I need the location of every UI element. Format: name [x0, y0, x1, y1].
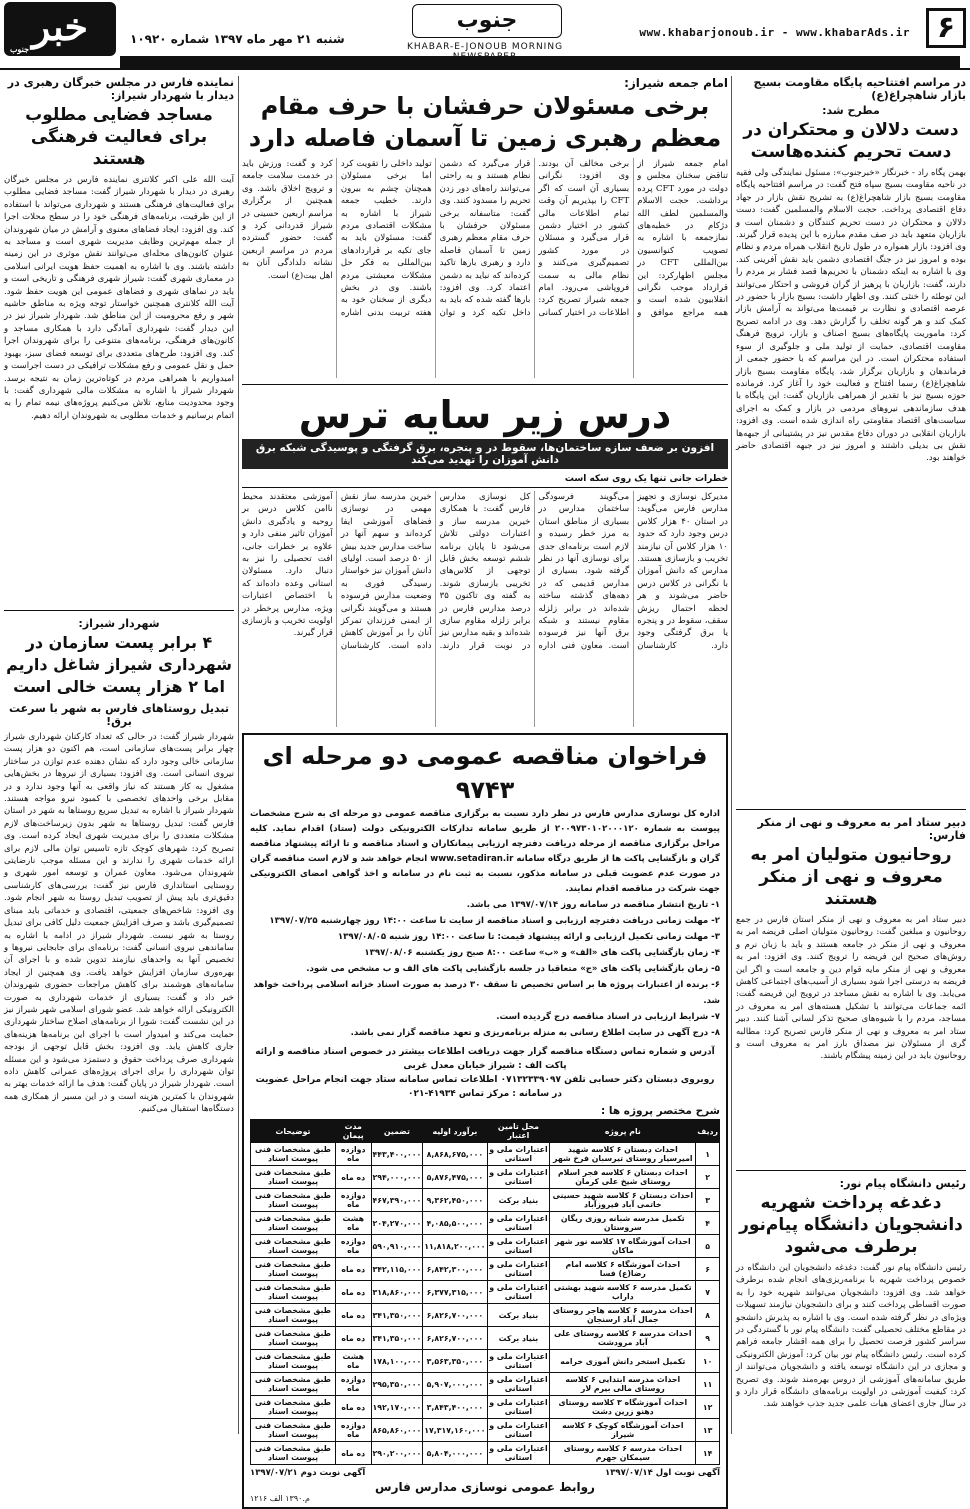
tender-footer — [250, 1468, 720, 1478]
table-cell: تکمیل مدرسه ۶ کلاسه شهید بهشتی داراب — [550, 1281, 696, 1304]
article-headline: ۴ برابر پست سازمان در شهرداری شیراز شاغل داریم اما ۲ هزار پست خالی است — [6, 633, 232, 696]
projects-table — [250, 1119, 720, 1465]
table-cell: طبق مشخصات فنی پیوست اسناد — [251, 1327, 336, 1350]
article-headline: دست دلالان و محتکران در دست تحریم کننده‌هاست — [743, 120, 959, 162]
table-cell: هشت ماه — [335, 1212, 371, 1235]
table-cell: ۶,۳۷۷,۳۱۵,۰۰۰ — [423, 1281, 487, 1304]
table-row — [251, 1143, 720, 1166]
table-cell: احداث آموزشگاه ۱۷ کلاسه نور شهر ماکان — [550, 1235, 696, 1258]
table-cell: بنیاد برکت — [487, 1327, 550, 1350]
article-body: آیت الله علی اکبر کلانتری نماینده فارس در مجلس خبرگان رهبری در دیدار با شهردار شیراز گفت: مساجد فضایی مطلوب برای فعالیت‌های فرهنگی هستند و شهرداری می‌تواند با استفاده از این ظرفیت، برنامه‌های فرهنگی خود را در سطح محلات اجرا کند. وی افزود: ایجاد فضاهای معنوی و آرامش در میان شهروندان از جمله مهم‌ترین وظایف مدیریت شهری است و مساجد به عنوان کانون‌های محله‌ای می‌توانند نقش موثری در این زمینه داشته باشند. وی با اشاره به اهمیت حفظ هویت ایرانی اسلامی در معماری شهری گفت: شیراز شهری فرهنگی و تاریخی است و باید در نماهای شهری و فضاهای عمومی این هویت حفظ شود. آیت الله کلانتری همچنین خواستار توجه ویژه به مناطق حاشیه شهر و رفع محرومیت از این مناطق شد. شهردار شیراز نیز در این دیدار گفت: شهرداری آمادگی دارد با همکاری مساجد و کانون‌های فرهنگی، برنامه‌های متنوعی را برای شهروندان اجرا کند. وی افزود: طرح‌های متعددی برای توسعه فضای سبز، بهبود حمل و نقل عمومی و رفع مشکلات ترافیکی در دست اجراست و امیدواریم با همراهی مردم در کوتاه‌ترین زمان به نتیجه برسد. شهردار شیراز با اشاره به مشکلات مالی شهرداری گفت: با وجود محدودیت منابع، تلاش می‌کنیم پروژه‌های نیمه تمام را به اتمام برسانیم و خدمات مطلوبی به شهروندان ارائه دهیم. — [4, 175, 234, 421]
table-cell: دوازده ماه — [335, 1235, 371, 1258]
table-cell: ۴۴۳,۴۰۰,۰۰۰ — [371, 1143, 423, 1166]
table-cell: ۸ — [696, 1304, 720, 1327]
right-column — [736, 76, 966, 1434]
table-cell: ۱۱ — [696, 1373, 720, 1396]
table-cell: طبق مشخصات فنی پیوست اسناد — [251, 1143, 336, 1166]
contact-line: روبروی دبستان دکتر حسابی تلفن ۰۷۱۳۲۳۳۹۰۹۷ اطلاعات تماس سامانه ستاد جهت انجام مراحل عضویت در سامانه : مرکز تماس ۴۱۹۳۴-۰۲۱ — [255, 1075, 715, 1099]
feature-body: مدیرکل نوسازی و تجهیز مدارس فارس می‌گوید: در استان ۴۰ هزار کلاس درس وجود دارد که حدود ۱۰ هزار کلاس آن نیازمند تخریب و بازسازی هستند. مدارس که دانش آموزان با نگرانی در کلاس درس حاضر می‌شوند و هر لحظه احتمال ریزش سقف، سقوط در و پنجره یا برق گرفتگی وجود دارد. کارشناسان می‌گویند فرسودگی ساختمان مدارس در بسیاری از مناطق استان به مرز خطر رسیده و لازم است برنامه‌ای جدی برای نوسازی آنها در نظر گرفته شود. بسیاری از مدارس قدیمی که در دهه‌های گذشته ساخته شده‌اند در برابر زلزله مقاوم نیستند و شبکه برق آنها نیز فرسوده است. معاون فنی اداره کل نوسازی مدارس فارس گفت: با همکاری خیرین مدرسه ساز و اعتبارات دولتی تلاش می‌شود تا پایان برنامه ششم توسعه بخش قابل توجهی از کلاس‌های تخریبی بازسازی شوند. به گفته وی تاکنون ۳۵ درصد مدارس فارس در برابر زلزله مقاوم سازی شده‌اند و بقیه مدارس نیز در نوبت قرار دارند. خیرین مدرسه ساز نقش مهمی در نوسازی فضاهای آموزشی ایفا کرده‌اند و سهم آنها در ساخت مدارس جدید بیش از ۵۰ درصد است. اولیای دانش آموزان نیز خواستار رسیدگی فوری به وضعیت مدارس فرسوده هستند و می‌گویند نگرانی از ایمنی فرزندان تمرکز آنان را بر آموزش کاهش داده است. کارشناسان آموزشی معتقدند محیط ناامن کلاس درس بر روحیه و یادگیری دانش آموزان تاثیر منفی دارد و علاوه بر خطرات جانی، افت تحصیلی را نیز به دنبال دارد. مسئولان استانی وعده داده‌اند که با اختصاص اعتبارات ویژه، مدارس پرخطر در اولویت تخریب و بازسازی قرار گیرند. — [242, 492, 728, 651]
table-cell: طبق مشخصات فنی پیوست اسناد — [251, 1442, 336, 1465]
table-row — [251, 1442, 720, 1465]
table-cell: ۹,۳۶۲,۴۵۰,۰۰۰ — [423, 1189, 487, 1212]
table-cell: ۳,۵۶۳,۳۵۰,۰۰۰ — [423, 1350, 487, 1373]
tender-contact — [250, 1045, 720, 1101]
website-urls[interactable]: www.khabarjonoub.ir - www.khabarAds.ir — [639, 26, 910, 39]
article-headline: دغدغه پرداخت شهریه دانشجویان دانشگاه پیام‌نور برطرف می‌شود — [739, 1193, 963, 1257]
table-cell: ۴,۰۸۵,۵۰۰,۰۰۰ — [423, 1212, 487, 1235]
table-cell: ۵,۸۷۶,۴۷۵,۰۰۰ — [423, 1166, 487, 1189]
table-cell: ۳,۸۴۳,۴۰۰,۰۰۰ — [423, 1396, 487, 1419]
table-cell: احداث مدرسه ۶ کلاسه هاجر روستای جمال آباد ارسنجان — [550, 1304, 696, 1327]
article-body: شهردار شیراز گفت: در حالی که تعداد کارکنان شهرداری شیراز چهار برابر پست‌های سازمانی است، هم اکنون دو هزار پست سازمانی خالی وجود دارد که نشان دهنده عدم توازن در ساختار نیروی انسانی است. وی افزود: بسیاری از نیروها در بخش‌هایی مشغول به کار هستند که نیاز واقعی به آنها وجود ندارد و در مقابل برخی واحدهای تخصصی با کمبود نیرو مواجه هستند. شهردار شیراز با اشاره به تبدیل سریع روستاها به شهر در استان فارس گفت: تبدیل روستاها به شهر بدون زیرساخت‌های لازم مشکلات متعددی را برای مدیریت شهری ایجاد کرده است. وی تصریح کرد: شهرهای کوچک تازه تاسیس توان مالی لازم برای ارائه خدمات شهری را ندارند و این مسئله موجب نارضایتی شهروندان می‌شود. معاون عمران و توسعه امور شهری و روستایی استانداری فارس نیز گفت: بررسی‌های کارشناسی دقیق‌تری باید پیش از تصویب تبدیل روستا به شهر انجام شود. وی افزود: شاخص‌های جمعیتی، اقتصادی و خدماتی باید مبنای تصمیم‌گیری باشد و صرف افزایش جمعیت دلیل کافی برای تبدیل روستا به شهر نیست. شهردار شیراز در ادامه با اشاره به ساماندهی نیروی انسانی گفت: برنامه‌ای برای جابجایی نیروها و تخصیص آنها به واحدهای نیازمند تدوین شده و با اجرای آن بهره‌وری سازمان افزایش خواهد یافت. وی همچنین از ایجاد سامانه‌های هوشمند برای کاهش مراجعات حضوری شهروندان خبر داد و گفت: بسیاری از خدمات شهرداری به صورت الکترونیکی ارائه خواهد شد. عضو شورای اسلامی شهر شیراز نیز در این نشست گفت: شورا از برنامه‌های اصلاح ساختار شهرداری حمایت می‌کند و امیدوار است با اجرای این برنامه‌ها هزینه‌های جاری کاهش یابد. وی افزود: بخش قابل توجهی از بودجه شهرداری صرف پرداخت حقوق و دستمزد می‌شود و این مسئله توان شهرداری را برای اجرای پروژه‌های عمرانی کاهش داده است. شهردار شیراز در پایان گفت: هدف ما ارائه خدمات بهتر به شهروندان با کمترین هزینه است و در این مسیر از همکاری همه دستگاه‌ها استقبال می‌کنیم. — [4, 732, 234, 1115]
table-header-cell: مدت پیمان — [335, 1120, 371, 1143]
article-kicker: در مراسم افتتاحیه پایگاه مقاومت بسیج بازار شاهچراغ(ع) — [753, 76, 966, 102]
tender-title: فراخوان مناقصه عمومی دو مرحله ای ۹۷۴۳ — [262, 742, 708, 804]
table-cell: دوازده ماه — [335, 1373, 371, 1396]
article-subkicker: مطرح شد: — [822, 104, 880, 117]
table-cell: ۳۱۸,۸۶۰,۰۰۰ — [371, 1281, 423, 1304]
article-kicker: دبیر ستاد امر به معروف و نهی از منکر فارس: — [757, 816, 966, 842]
left-column — [4, 76, 234, 1434]
divider — [736, 1170, 966, 1171]
table-cell: دوازده ماه — [335, 1419, 371, 1442]
table-cell: ۱۰ — [696, 1350, 720, 1373]
table-cell: ۶,۸۲۶,۷۰۰,۰۰۰ — [423, 1304, 487, 1327]
masthead — [0, 0, 970, 70]
article-headline: روحانیون متولیان امر به معروف و نهی از منکر هستند — [750, 845, 952, 909]
table-cell: ۱۱,۸۱۸,۲۰۰,۰۰۰ — [423, 1235, 487, 1258]
table-cell: طبق مشخصات فنی پیوست اسناد — [251, 1304, 336, 1327]
table-cell: ۲۹۴,۰۰۰,۰۰۰ — [371, 1166, 423, 1189]
table-cell: ۱۹۲,۱۷۰,۰۰۰ — [371, 1396, 423, 1419]
tender-item: ۲- مهلت زمانی دریافت دفترچه ارزیابی و اسناد مناقصه از سایت تا ساعت ۱۴:۰۰ روز چهارشنبه ۱۳۹۷/۰۷/۲۵ — [269, 916, 720, 926]
table-cell: اعتبارات ملی و استانی — [487, 1442, 550, 1465]
table-cell: ۵ — [696, 1235, 720, 1258]
table-cell: ۴۶۷,۳۹۰,۰۰۰ — [371, 1189, 423, 1212]
table-cell: طبق مشخصات فنی پیوست اسناد — [251, 1166, 336, 1189]
table-cell: ده ماه — [335, 1327, 371, 1350]
feature-side-note: خطرات جانی تنها یک روی سکه است — [242, 473, 728, 488]
article-body: رئیس دانشگاه پیام نور گفت: دغدغه دانشجویان این دانشگاه در خصوص پرداخت شهریه با برنامه‌ریزی‌های انجام شده برطرف خواهد شد. وی افزود: دانشجویان می‌توانند شهریه خود را به صورت اقساطی پرداخت کنند و برای دانشجویان نیازمند تسهیلات ویژه‌ای در نظر گرفته شده است. وی با اشاره به پذیرش دانشجو در مقاطع مختلف تحصیلی گفت: دانشگاه پیام نور با گستردگی در سراسر کشور فرصت تحصیل را برای همه اقشار جامعه فراهم کرده است. رئیس دانشگاه پیام نور بیان کرد: آموزش الکترونیکی و مجازی در این دانشگاه توسعه یافته و دانشجویان می‌توانند از طریق سامانه‌های آموزشی از دروس بهره‌مند شوند. وی تصریح کرد: کیفیت آموزشی در اولویت برنامه‌های دانشگاه قرار دارد و در سال جاری اعضای هیات علمی جدید جذب خواهند شد. — [736, 1263, 966, 1410]
table-cell: طبق مشخصات فنی پیوست اسناد — [251, 1373, 336, 1396]
table-row — [251, 1235, 720, 1258]
table-cell: ۸۶۵,۸۶۰,۰۰۰ — [371, 1419, 423, 1442]
table-cell: ۴ — [696, 1212, 720, 1235]
table-cell: اعتبارات ملی و استانی — [487, 1373, 550, 1396]
table-cell: دوازده ماه — [335, 1189, 371, 1212]
table-cell: ده ماه — [335, 1281, 371, 1304]
table-cell: ۳ — [696, 1189, 720, 1212]
divider — [736, 809, 966, 810]
table-cell: احداث دبستان ۶ کلاسه شهید امیرسیار روستای تیرسبان فرخ شهر — [550, 1143, 696, 1166]
contact-line: آدرس و شماره تماس دستگاه مناقصه گزار جهت دریافت اطلاعات بیشتر در خصوص اسناد مناقصه و ارائه پاکت الف : شیراز خیابان معدل غربی — [255, 1047, 715, 1071]
column-divider — [731, 76, 732, 1434]
dateline: شنبه ۲۱ مهر ماه ۱۳۹۷ شماره ۱۰۹۲۰ — [130, 32, 345, 46]
table-cell: ۲۰۴,۲۷۰,۰۰۰ — [371, 1212, 423, 1235]
table-cell: دوازده ماه — [335, 1143, 371, 1166]
first-publication: آگهی نوبت اول ۱۳۹۷/۰۷/۱۴ — [605, 1468, 720, 1478]
tender-item: ۴- زمان بازگشایی پاکت های «الف» و «ب» ساعت ۸:۰۰ صبح روز یکشنبه ۱۳۹۷/۰۸/۰۶ — [364, 948, 720, 958]
middle-column — [242, 76, 728, 1503]
logo-text: خبر — [32, 4, 88, 49]
second-publication: آگهی نوبت دوم ۱۳۹۷/۰۷/۲۱ — [250, 1468, 366, 1478]
table-cell: طبق مشخصات فنی پیوست اسناد — [251, 1396, 336, 1419]
table-cell: اعتبارات ملی و استانی — [487, 1143, 550, 1166]
article-kicker: شهردار شیراز: — [78, 617, 160, 630]
divider — [4, 610, 234, 611]
section-title: جنوب — [412, 4, 562, 38]
table-cell: ۲ — [696, 1166, 720, 1189]
article-body: امام جمعه شیراز از تناقض سخنان مجلس و دولت در مورد CFT پرده برداشت. حجت الاسلام والمسلمین لطف الله دژکام در خطبه‌های نمازجمعه با اشاره به تصویب کنوانسیون بین‌المللی CFT در مجلس اظهارکرد: این قرارداد موجب نگرانی انقلابیون شده است و همه مراجع موافق و برخی مخالف آن بودند. وی افزود: نگرانی بسیاری آن است که اگر CFT را بپذیریم آن وقت تمام اطلاعات مالی کشور در اختیار دشمن قرار می‌گیرد و مسئلان در مورد کشور تصمیم‌گیری می‌کنند و نظام مالی به سمت فروپاشی می‌رود. امام جمعه شیراز تصریح کرد: اطلاعات در اختیار کسانی قرار می‌گیرد که دشمن نظام هستند و به راحتی می‌توانند راه‌های دور زدن تحریم را مسدود کنند. وی گفت: متاسفانه برخی مسئولان حرفشان با حرف مقام معظم رهبری زمین تا آسمان فاصله دارد و رهبری بارها تاکید کرده‌اند که نباید به دشمن اعتماد کرد. وی افزود: بارها گفته شده که باید به داخل تکیه کرد و توان تولید داخلی را تقویت کرد اما برخی مسئولان همچنان چشم به بیرون دارند. خطیب جمعه شیراز با اشاره به مشکلات اقتصادی مردم گفت: مسئولان باید به جای تکیه بر قراردادهای بین‌المللی به فکر حل مشکلات معیشتی مردم باشند. وی در بخش دیگری از سخنان خود به هفته تربیت بدنی اشاره کرد و گفت: ورزش باید در خدمت سلامت جامعه و ترویج اخلاق باشد. وی همچنین از برگزاری مراسم اربعین حسینی در شیراز قدردانی کرد و گفت: حضور گسترده مردم در مراسم اربعین نشانه دلدادگی آنان به اهل بیت(ع) است. — [242, 159, 728, 318]
tender-item: ۱- تاریخ انتشار مناقصه در سامانه روز ۱۳۹۷/۰۷/۱۴ می باشد. — [466, 900, 720, 910]
tender-notice — [242, 733, 728, 1509]
table-cell: طبق مشخصات فنی پیوست اسناد — [251, 1212, 336, 1235]
table-cell: تکمیل مدرسه شبانه روزی ریگان سروستان — [550, 1212, 696, 1235]
table-cell: ۱۷۸,۱۰۰,۰۰۰ — [371, 1350, 423, 1373]
tender-signature: روابط عمومی نوسازی مدارس فارس — [375, 1480, 595, 1494]
table-cell: ۹ — [696, 1327, 720, 1350]
table-cell: بنیاد برکت — [487, 1189, 550, 1212]
table-row — [251, 1373, 720, 1396]
table-row — [251, 1350, 720, 1373]
feature-headline: درس زیر سایه ترس — [298, 393, 672, 437]
table-row — [251, 1327, 720, 1350]
table-cell: ۸,۸۶۸,۶۷۵,۰۰۰ — [423, 1143, 487, 1166]
table-cell: اعتبارات ملی و استانی — [487, 1396, 550, 1419]
table-cell: طبق مشخصات فنی پیوست اسناد — [251, 1235, 336, 1258]
table-cell: اعتبارات ملی و استانی — [487, 1350, 550, 1373]
table-cell: اعتبارات ملی و استانی — [487, 1281, 550, 1304]
table-cell: احداث دبستان ۶ کلاسه فجر اسلام روستای شیخ علی کرمان — [550, 1166, 696, 1189]
table-cell: احداث آموزشگاه ۳ کلاسه روستای دهنو زرین دشت — [550, 1396, 696, 1419]
table-cell: بنیاد برکت — [487, 1304, 550, 1327]
article-body: دبیر ستاد امر به معروف و نهی از منکر استان فارس در جمع روحانیون و مبلغین گفت: روحانیون متولیان اصلی فریضه امر به معروف و نهی از منکر در جامعه هستند و باید با زبان نرم و روش‌های صحیح این فریضه را ترویج کنند. وی افزود: امر به معروف و نهی از منکر مایه قوام دین و جامعه است و اگر این فریضه به درستی اجرا شود بسیاری از آسیب‌های اجتماعی کاهش می‌یابد. وی با اشاره به نقش مساجد در ترویج این فریضه گفت: ائمه جماعات می‌توانند با تشکیل هسته‌های امر به معروف در مساجد، مردم را با شیوه‌های صحیح تذکر لسانی آشنا کنند. دبیر ستاد امر به معروف و نهی از منکر فارس تصریح کرد: مطالبه گری از مسئولان نیز مصداق بارز امر به معروف است و روحانیون باید در این زمینه پیشگام باشند. — [736, 915, 966, 1062]
table-header-cell: محل تامین اعتبار — [487, 1120, 550, 1143]
table-header-cell: نام پروژه — [550, 1120, 696, 1143]
table-cell: ۶,۸۴۲,۳۰۰,۰۰۰ — [423, 1258, 487, 1281]
table-cell: ۱ — [696, 1143, 720, 1166]
table-cell: طبق مشخصات فنی پیوست اسناد — [251, 1281, 336, 1304]
table-cell: ۵,۸۰۴,۰۰۰,۰۰۰ — [423, 1442, 487, 1465]
table-cell: اعتبارات ملی و استانی — [487, 1258, 550, 1281]
table-row — [251, 1304, 720, 1327]
table-row — [251, 1166, 720, 1189]
table-row — [251, 1419, 720, 1442]
tender-item: ۸- درج آگهی در سایت اطلاع رسانی به منزله برنامه‌ریزی و تعهد مناقصه گزار نمی باشد. — [350, 1028, 720, 1038]
article-headline: مساجد فضایی مطلوب برای فعالیت فرهنگی هستند — [25, 105, 213, 169]
table-cell: احداث آموزشگاه ۶ کلاسه امام رضا(ع) فسا — [550, 1258, 696, 1281]
table-cell: ۶,۸۲۶,۷۰۰,۰۰۰ — [423, 1327, 487, 1350]
table-cell: تکمیل استخر دانش آموزی خرامه — [550, 1350, 696, 1373]
tagline: KHABAR-E-JONOUB MORNING — [406, 42, 564, 52]
tender-intro: اداره کل نوسازی مدارس فارس در نظر دارد نسبت به برگزاری مناقصه عمومی دو مرحله ای به شرح مشخصات پیوست به شماره ۲۰۰۹۷۳۰۱۰۲۰۰۰۱۲۰ از طریق سامانه تدارکات الکترونیکی دولت (ستاد) اقدام نماید. کلیه مراحل برگزاری مناقصه از مرحله دریافت دفترچه ارزیابی پیمانکاران و اسناد مناقصه و تا ارائه پیشنهاد مناقصه گران و بازگشایی پاکت ها از طریق درگاه سامانه www.setadiran.ir انجام خواهد شد و لازم است مناقصه گران در صورت عدم عضویت قبلی در سامانه مذکور، نسبت به ثبت نام در سامانه و اخذ گواهی امضای الکترونیکی جهت شرکت در مناقصه اقدام نمایند. — [250, 809, 720, 894]
table-row — [251, 1212, 720, 1235]
table-cell: ده ماه — [335, 1258, 371, 1281]
table-cell: طبق مشخصات فنی پیوست اسناد — [251, 1350, 336, 1373]
table-cell: ۷ — [696, 1281, 720, 1304]
article-body: بهمن پگاه راد - خبرنگار «خبرجنوب»: مسئول نمایندگی ولی فقیه در ناحیه مقاومت بسیج سپاه فتح گفت: در مراسم افتتاحیه پایگاه مقاومت بسیج بازار شاهچراغ(ع) به تشریح نقش بازار در جهاد دفاع اقتصادی پرداخت. حجت الاسلام والمسلمین گفت: دست دلالان و محتکران در دست تحریم کنندگان و دشمنان است و بازاریان متعهد باید در صف مقدم مبارزه با این پدیده قرار گیرند. وی افزود: بازار همواره در طول تاریخ انقلاب همراه مردم و نظام بوده و امروز نیز در جنگ اقتصادی دشمن باید نقش آفرینی کند. وی با اشاره به اینکه دشمنان با تحریم‌ها قصد فشار بر مردم را دارند، گفت: بازاریان با پرهیز از گران فروشی و احتکار می‌توانند این توطئه را خنثی کنند. وی اظهار داشت: بسیج بازار با حضور در عرصه اقتصادی و نظارت بر قیمت‌ها می‌تواند به آرامش بازار کمک کند و هر گونه تخلف را گزارش دهد. وی در ادامه تصریح کرد: ماموریت پایگاه‌های بسیج اصناف و بازار، ترویج فرهنگ مقاومت اقتصادی، حمایت از تولید ملی و جلوگیری از سوء استفاده محتکران است. در این مراسم که با حضور جمعی از فرماندهان و بازاریان برگزار شد، پایگاه مقاومت بسیج بازار شاهچراغ(ع) رسما افتتاح و فعالیت خود را آغاز کرد. فرمانده حوزه بسیج نیز با تقدیر از همراهی بازاریان گفت: این پایگاه با هدف سازماندهی نیروهای مردمی در بازار و کمک به اجرای سیاست‌های اقتصاد مقاومتی راه اندازی شده است. وی افزود: بازاریان انقلابی در دوران دفاع مقدس نیز در پشتیبانی از جبهه‌ها نقش بی بدیلی داشتند و امروز نیز در جبهه اقتصادی حاضر خواهند بود. — [736, 168, 966, 464]
table-cell: ۲۹۵,۳۵۰,۰۰۰ — [371, 1373, 423, 1396]
table-cell: طبق مشخصات فنی پیوست اسناد — [251, 1258, 336, 1281]
table-row — [251, 1189, 720, 1212]
table-cell: ۳۴۲,۱۱۵,۰۰۰ — [371, 1258, 423, 1281]
tender-item: ۵- زمان بازگشایی پاکت های «ج» متعاقبا در جلسه بازگشایی پاکت های الف و ب مشخص می شود. — [306, 964, 720, 974]
table-cell: احداث مدرسه ۶ کلاسه روستای سیمکان جهرم — [550, 1442, 696, 1465]
ad-code: م.۱۳۹۰ الف ۱۲۱۶ — [250, 1494, 310, 1503]
table-cell: احداث مدرسه ۶ کلاسه روستای علی آباد مرودشت — [550, 1327, 696, 1350]
table-cell: ۳۴۱,۳۵۰,۰۰۰ — [371, 1304, 423, 1327]
article-kicker: امام جمعه شیراز: — [624, 76, 728, 90]
feature-lead: افزون بر ضعف سازه ساختمان‌ها، سقوط در و پنجره، برق گرفتگی و پوسیدگی شبکه برق دانش آموزان را تهدید می‌کند — [242, 439, 728, 469]
table-cell: ۱۴ — [696, 1442, 720, 1465]
table-cell: احداث مدرسه ابتدایی ۶ کلاسه روستای مالی بیرم لار — [550, 1373, 696, 1396]
table-header-cell: ردیف — [696, 1120, 720, 1143]
table-cell: اعتبارات ملی و استانی — [487, 1166, 550, 1189]
table-header-cell: توضیحات — [251, 1120, 336, 1143]
column-divider — [238, 76, 239, 1434]
table-cell: ده ماه — [335, 1442, 371, 1465]
table-row — [251, 1396, 720, 1419]
table-caption: شرح مختصر پروژه ها : — [601, 1105, 720, 1117]
table-cell: اعتبارات ملی و استانی — [487, 1419, 550, 1442]
table-cell: ده ماه — [335, 1396, 371, 1419]
table-cell: ۱۲ — [696, 1396, 720, 1419]
table-cell: ده ماه — [335, 1304, 371, 1327]
article-kicker: رئیس دانشگاه پیام نور: — [839, 1177, 966, 1190]
table-cell: ۵,۹۰۷,۰۰۰,۰۰۰ — [423, 1373, 487, 1396]
table-header-row — [251, 1120, 720, 1143]
article-kicker: نماینده فارس در مجلس خبرگان رهبری در دیدار با شهردار شیراز: — [7, 76, 234, 102]
divider — [242, 384, 728, 385]
table-cell: ده ماه — [335, 1166, 371, 1189]
table-cell: احداث آموزشگاه کوچک ۶ کلاسه شیراز — [550, 1419, 696, 1442]
table-body — [251, 1143, 720, 1465]
table-cell: طبق مشخصات فنی پیوست اسناد — [251, 1189, 336, 1212]
table-cell: ۶ — [696, 1258, 720, 1281]
table-cell: طبق مشخصات فنی پیوست اسناد — [251, 1419, 336, 1442]
table-header-cell: برآورد اولیه — [423, 1120, 487, 1143]
table-cell: اعتبارات ملی و استانی — [487, 1212, 550, 1235]
tender-item: ۷- شرایط ارزیابی در اسناد مناقصه درج گردیده است. — [496, 1012, 720, 1022]
table-row — [251, 1258, 720, 1281]
table-cell: ۲۹۰,۲۰۰,۰۰۰ — [371, 1442, 423, 1465]
masthead-band — [120, 56, 960, 68]
newspaper-logo — [4, 2, 116, 56]
tender-items — [250, 897, 720, 1041]
tender-item: ۳- مهلت زمانی تکمیل ارزیابی و ارائه پیشنهاد قیمت: تا ساعت ۱۴:۰۰ روز شنبه ۱۳۹۷/۰۸/۰۵ — [337, 932, 720, 942]
table-row — [251, 1281, 720, 1304]
article-headline: برخی مسئولان حرفشان با حرف مقام معظم رهبری زمین تا آسمان فاصله دارد — [248, 92, 722, 152]
page-number: ۶ — [926, 8, 966, 48]
table-cell: ۳۴۱,۳۵۰,۰۰۰ — [371, 1327, 423, 1350]
table-cell: ۱۷,۳۱۷,۱۶۰,۰۰۰ — [423, 1419, 487, 1442]
table-header-cell: تضمین — [371, 1120, 423, 1143]
table-cell: ۵۹۰,۹۱۰,۰۰۰ — [371, 1235, 423, 1258]
tender-item: ۶- برنده از اعتبارات پروژه ها بر اساس تخصیص تا سقف ۳۰ درصد به صورت اسناد خزانه اسلامی پرداخت خواهد شد. — [253, 980, 720, 1006]
logo-subtext: جنوب — [10, 44, 30, 54]
article-subhead: تبدیل روستاهای فارس به شهر با سرعت برق! — [9, 702, 229, 728]
table-cell: اعتبارات ملی و استانی — [487, 1235, 550, 1258]
table-cell: احداث دبستان ۶ کلاسه شهید حسینی خاتمی آباد فیروزآباد — [550, 1189, 696, 1212]
table-cell: هشت ماه — [335, 1350, 371, 1373]
table-cell: ۱۳ — [696, 1419, 720, 1442]
